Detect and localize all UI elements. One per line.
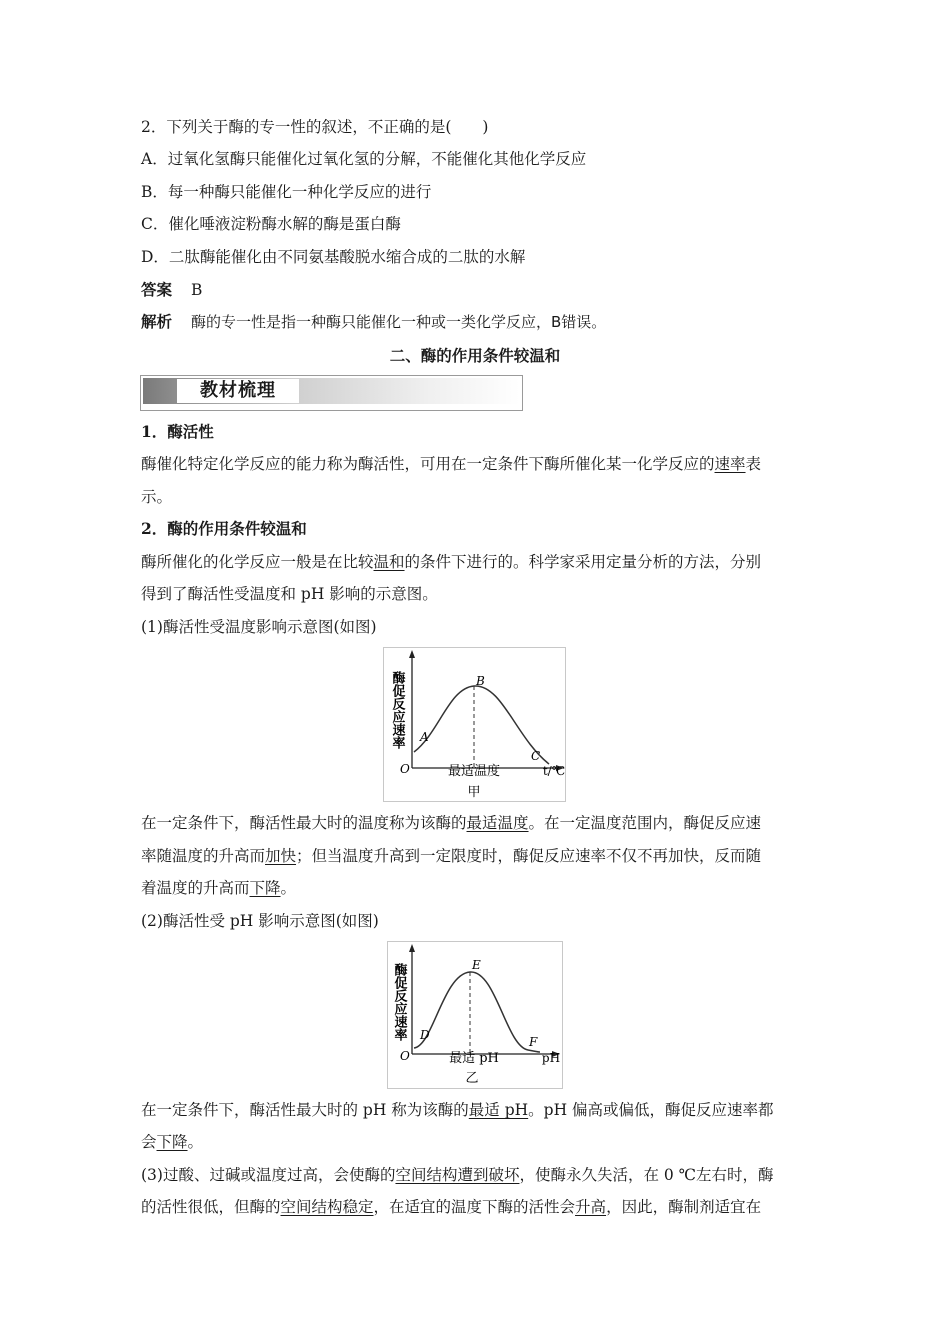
s1-heading: 1．酶活性 (141, 422, 214, 441)
underlined-term: 最适温度 (466, 814, 529, 832)
figure-temperature (383, 647, 566, 802)
text-run: ，因此，酶制剂适宜在 (606, 1198, 762, 1216)
origin-label: O (400, 1049, 410, 1063)
text-run: 着温度的升高而 (141, 879, 250, 897)
option-c: C．催化唾液淀粉酶水解的酶是蛋白酶 (141, 215, 401, 233)
ph-para-line1 (141, 1099, 774, 1121)
s2-para-line2: 得到了酶活性受温度和 pH 影响的示意图。 (141, 585, 438, 603)
underlined-term: 温和 (373, 553, 405, 571)
subheading-ph: (2)酶活性受 pH 影响示意图(如图) (141, 912, 379, 930)
x-mid-label: 最适温度 (447, 764, 501, 779)
x-end-label: pH (541, 1051, 561, 1065)
figure-caption: 乙 (465, 1071, 479, 1086)
underlined-term: 空间结构遭到破坏 (395, 1166, 520, 1184)
point-f-label: F (529, 1035, 538, 1049)
point-e-label: E (472, 958, 481, 972)
origin-label: O (400, 762, 410, 776)
y-axis-label: 酶促反应速率 (391, 963, 407, 1041)
analysis-text: 酶的专一性是指一种酶只能催化一种或一类化学反应，B错误。 (190, 313, 607, 331)
figure-caption: 甲 (467, 785, 481, 800)
y-axis-label: 酶促反应速率 (389, 671, 405, 749)
text-run: ，在适宜的温度下酶的活性会 (373, 1198, 576, 1216)
s1-para-line2: 示。 (141, 488, 173, 506)
point-a-label: A (420, 730, 429, 744)
text-run: 在一定条件下，酶活性最大时的 pH 称为该酶的 (141, 1101, 469, 1119)
temperature-curve (414, 686, 549, 764)
s2-para-line1 (141, 551, 761, 573)
text-run: 。 (187, 1133, 204, 1151)
text-run: 。在一定温度范围内，酶促反应速 (528, 814, 762, 832)
option-b: B．每一种酶只能催化一种化学反应的进行 (141, 183, 432, 201)
text-run: 。pH 偏高或偏低，酶促反应速率都 (528, 1101, 774, 1119)
y-arrow-icon (409, 944, 415, 952)
text-run: 。 (280, 879, 297, 897)
text-run: 酶催化特定化学反应的能力称为酶活性，可用在一定条件下酶所催化某一化学反应的 (141, 455, 715, 473)
option-d: D．二肽酶能催化由不同氨基酸脱水缩合成的二肽的水解 (141, 248, 526, 266)
text-run: 的条件下进行的。科学家采用定量分析的方法，分别 (404, 553, 762, 571)
temp-para-line3 (141, 877, 296, 899)
underlined-term: 下降 (249, 879, 281, 897)
subheading-temperature: (1)酶活性受温度影响示意图(如图) (141, 618, 377, 636)
temp-para-line1 (141, 812, 761, 834)
y-arrow-icon (409, 650, 415, 658)
point-c-label: C (531, 749, 541, 763)
underlined-term: 最适 pH (468, 1101, 529, 1119)
answer-value: B (190, 281, 203, 299)
text-run: 的活性很低，但酶的 (141, 1198, 281, 1216)
s2-heading: 2．酶的作用条件较温和 (141, 519, 307, 538)
option-a: A．过氧化氢酶只能催化过氧化氢的分解，不能催化其他化学反应 (141, 150, 587, 168)
underlined-term: 速率 (714, 455, 746, 473)
underlined-term: 升高 (575, 1198, 607, 1216)
analysis-line (141, 311, 606, 333)
answer-line (141, 279, 202, 301)
section-banner (140, 375, 523, 411)
text-run: 会 (141, 1133, 157, 1151)
x-end-label: t/℃ (542, 764, 565, 778)
s1-para-line1 (141, 453, 761, 475)
underlined-term: 加快 (265, 847, 297, 865)
point-b-label: B (476, 674, 485, 688)
ph-curve (414, 972, 540, 1052)
temp-para-line2 (141, 845, 761, 867)
text-run: 酶所催化的化学反应一般是在比较 (141, 553, 374, 571)
question-stem: 2．下列关于酶的专一性的叙述，不正确的是( ) (141, 118, 489, 136)
point-d-label: D (420, 1028, 430, 1042)
text-run: 率随温度的升高而 (141, 847, 266, 865)
figure-ph (387, 941, 563, 1089)
ph-para-line2 (141, 1131, 203, 1153)
text-run: ；但当温度升高到一定限度时，酶促反应速率不仅不再加快，反而随 (296, 847, 762, 865)
text-run: (3)过酸、过碱或温度过高，会使酶的 (141, 1166, 396, 1184)
banner-gradient (143, 378, 520, 404)
answer-label: 答案 (141, 280, 173, 299)
analysis-label: 解析 (141, 312, 173, 331)
underlined-term: 空间结构稳定 (280, 1198, 374, 1216)
x-mid-label: 最适 pH (449, 1051, 499, 1066)
section-title: 二、酶的作用条件较温和 (389, 346, 561, 365)
text-run: 表 (745, 455, 762, 473)
sub3-line1 (141, 1164, 774, 1186)
text-run: 在一定条件下，酶活性最大时的温度称为该酶的 (141, 814, 467, 832)
banner-label: 教材梳理 (177, 379, 299, 403)
sub3-line2 (141, 1196, 761, 1218)
underlined-term: 下降 (156, 1133, 188, 1151)
text-run: ，使酶永久失活，在 0 ℃左右时，酶 (519, 1166, 774, 1184)
